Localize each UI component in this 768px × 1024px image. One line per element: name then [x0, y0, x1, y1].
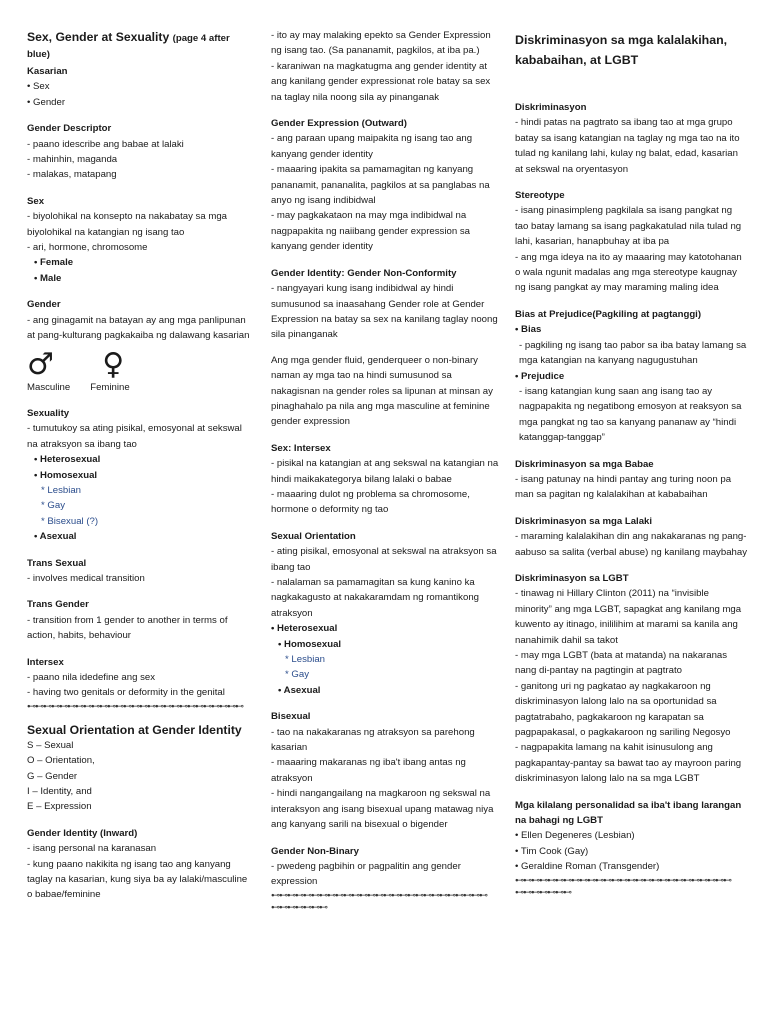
lgbt-heading: Diskriminasyon sa LGBT — [515, 572, 629, 584]
text-line: - paano nila idedefine ang sex — [27, 672, 156, 683]
separator: ⊷⊷⊷⊷⊷⊷⊷⊷⊷⊷⊷⊷⊷⊷⊷⊷⊷⊷⊷⊷⊷⊷⊷⊷⊷⊷⊷ — [27, 701, 243, 712]
masculine-symbol — [27, 346, 71, 395]
text-line: - nalalaman sa pamamagitan sa kung kanino ka nagkakagusto at nakakaramdam ng romantikong atraksyon — [271, 577, 479, 619]
text-line: - malakas, matapang — [27, 169, 117, 181]
text-line: - may pagkakataon na may mga indibidwal na nagpapakita ng naiibang gender expression sa kanyang gender identity — [271, 210, 470, 253]
text-line: - ating pisikal, emosyonal at sekswal na atraksyon sa ibang tao — [271, 546, 497, 573]
column-2 — [271, 28, 501, 914]
babae-heading: Diskriminasyon sa mga Babae — [515, 458, 654, 470]
text-line: - transition from 1 gender to another in terms of action, habits, behaviour — [27, 614, 228, 642]
text-line: - tumutukoy sa ating pisikal, emosyonal at sekswal na atraksyon sa ibang tao — [27, 423, 242, 450]
separator: ⊷⊷⊷⊷⊷⊷⊷ — [271, 902, 327, 913]
sub-item: * Lesbian — [285, 654, 326, 666]
text-line: - maraming kalalakihan din ang nakakaranas ng pang-aabuso sa salita (verbal abuse) ng kanilang maybahay — [515, 531, 747, 558]
text-line: - mahinhin, maganda — [27, 154, 118, 166]
text-line: - ang ginagamit na batayan ay ang mga panlipunan at pang-kulturang pagkakaiba ng dalawang kasarian — [27, 314, 250, 342]
symbol-label: Masculine — [27, 381, 71, 393]
text-line: - isang katangian kung saan ang isang tao ay nagpapakita ng negatibong emosyon at reaksyon sa mga pangkat ng tao sa kanyang pananaw ay “hindi katanggap-tanggap” — [519, 385, 742, 444]
text-line: I – Identity, and — [27, 786, 92, 798]
descriptor-heading: Gender Descriptor — [27, 123, 112, 135]
transsexual-heading: Trans Sexual — [27, 557, 87, 569]
list-item: • Sex — [27, 79, 252, 94]
personalities-heading: Mga kilalang personalidad sa iba't ibang larangan na bahagi ng LGBT — [515, 799, 742, 827]
section-title: Sex, Gender at Sexuality (page 4 after blue) — [27, 30, 230, 60]
kasarian-heading: Kasarian — [27, 66, 68, 77]
sub-item: * Bisexual (?) — [41, 515, 99, 527]
text-line: S – Sexual — [27, 739, 74, 751]
text-line: - ganitong uri ng pagkatao ay nagkakaroon ng diskriminasyon lalong lalo na sa oportunidad sa pagtatrabaho, pagkakaroon ng karapatan sa pagpapakasal, o pagkakaroon ng sariling Negosyo — [515, 680, 731, 739]
text-line: - maaaring ipakita sa pamamagitan ng kanyang pananamit, pananalita, pagkilos at sa panglabas na anyo ng isang indibidwal — [271, 164, 490, 207]
bisexual-heading: Bisexual — [271, 711, 311, 723]
text-line: - karaniwan na magkatugma ang gender identity at ang kanilang gender expressionat role batay sa sex na taglay nila noong sila ay pinanganak — [271, 60, 491, 103]
list-item: • Male — [27, 271, 252, 286]
nonbinary-heading: Gender Non-Binary — [271, 845, 359, 857]
text-line: - pagkiling ng isang tao pabor sa iba batay lamang sa mga katangian na kanyang nagugustuhan — [519, 339, 747, 367]
column-3 — [515, 30, 747, 899]
text-line: - may mga LGBT (bata at matanda) na nakaranas nang di-pantay na pagtingin at pagtrato — [515, 650, 728, 677]
orientation-heading: Sexual Orientation — [271, 530, 356, 542]
list-item: • Asexual — [271, 683, 501, 698]
text-line: - paano idescribe ang babae at lalaki — [27, 138, 184, 150]
text-line: - maaaring dulot ng problema sa chromosome, hormone o deformity ng tao — [271, 488, 470, 516]
list-item: • Gender — [27, 95, 252, 110]
lalaki-heading: Diskriminasyon sa mga Lalaki — [515, 515, 653, 527]
text-line: - tao na nakakaranas ng atraksyon sa parehong kasarian — [271, 726, 475, 754]
stereotype-heading: Stereotype — [515, 190, 565, 202]
text-line: - nangyayari kung isang indibidwal ay hindi sumusunod sa inaasahang Gender role at Gender Expression na batay sa sex na kanilang taglay noong sila pinanganak — [271, 283, 498, 341]
section-title: Diskriminasyon sa mga kalalakihan, kababaihan, at LGBT — [515, 33, 728, 67]
column-1 — [27, 30, 252, 903]
list-item: • Bias — [515, 322, 747, 337]
sub-item: * Gay — [41, 500, 65, 512]
text-line: - biyolohikal na konsepto na nakabatay sa mga biyolohikal na katangian ng isang tao — [27, 211, 227, 238]
text-line: - isang patunay na hindi pantay ang turing noon pa man sa pagitan ng kalalakihan at kababaihan — [515, 473, 732, 501]
nonconformity-heading: Gender Identity: Gender Non-Conformity — [271, 267, 457, 279]
sogie-heading: Sexual Orientation at Gender Identity — [27, 722, 242, 737]
text-line: - pwedeng pagbihin or pagpalitin ang gender expression — [271, 860, 461, 888]
list-item: • Geraldine Roman (Transgender) — [515, 859, 747, 874]
list-item: • Homosexual — [27, 468, 252, 483]
gender-heading: Gender — [27, 299, 61, 311]
separator: ⊷⊷⊷⊷⊷⊷⊷ — [515, 887, 571, 898]
sex-intersex-heading: Sex: Intersex — [271, 442, 331, 454]
identity-heading: Gender Identity (Inward) — [27, 827, 138, 839]
paragraph: Ang mga gender fluid, genderqueer o non-binary naman ay mga tao na hindi sumusunod sa nakagisnan na gender roles sa lipunan at minsan ay pinaghahalo pa nila ang mga masculine at feminine gender expression — [271, 354, 493, 428]
text-line: E – Expression — [27, 801, 92, 813]
sub-item: * Lesbian — [41, 484, 82, 496]
text-line: - ari, hormone, chromosome — [27, 242, 148, 254]
list-item: • Heterosexual — [271, 621, 501, 636]
transgender-heading: Trans Gender — [27, 599, 89, 611]
feminine-symbol — [86, 346, 130, 395]
male-symbol-icon: ♂ — [27, 346, 54, 382]
text-line: - tinawag ni Hillary Clinton (2011) na “invisible minority” ang mga LGBT, sapagkat ang kanilang mga kuwento ay itinago, inililihim at marami sa kanila ang nanahimik dahil sa takot — [515, 588, 742, 646]
separator: ⊷⊷⊷⊷⊷⊷⊷⊷⊷⊷⊷⊷⊷⊷⊷⊷⊷⊷⊷⊷⊷⊷⊷⊷⊷⊷⊷ — [271, 890, 487, 901]
text-line: - nagpapakita lamang na kahit isinusulong ang pagkapantay-pantay sa bawat tao ay mayroon paring diskriminasyon lalong lalo na sa mga LGBT — [515, 742, 742, 785]
text-line: - ito ay may malaking epekto sa Gender Expression ng isang tao. (Sa pananamit, pagkilos, at iba pa.) — [271, 30, 491, 57]
diskriminasyon-heading: Diskriminasyon — [515, 102, 587, 113]
sex-heading: Sex — [27, 195, 45, 207]
text-line: - kung paano nakikita ng isang tao ang kanyang taglay na kasarian, kung siya ba ay lalaki/masculine o babae/feminine — [27, 858, 248, 901]
text-line: - isang personal na karanasan — [27, 843, 157, 855]
text-line: - involves medical transition — [27, 572, 145, 584]
list-item: • Prejudice — [515, 369, 747, 384]
text-line: - isang pinasimpleng pagkilala sa isang pangkat ng tao batay lamang sa isang pagkakatulad nila tulad ng lahi, kasarian, hanapbuhay at iba pa — [515, 205, 742, 248]
text-line: - ang mga ideya na ito ay maaaring may katotohanan o wala ngunit madalas ang mga stereotype kaugnay ng isang pangkat ay may maraming maling idea — [515, 251, 742, 294]
intersex-heading: Intersex — [27, 656, 64, 668]
text-line: - hindi patas na pagtrato sa ibang tao at mga grupo batay sa isang katangian na taglay ng mga tao na ito tulad ng kanilang lahi, kulay ng balat, edad, kasarian at sekswal na oryentasyon — [515, 117, 740, 175]
list-item: • Tim Cook (Gay) — [515, 844, 747, 859]
female-symbol-icon: ♀ — [102, 346, 125, 382]
list-item: • Asexual — [27, 529, 252, 544]
text-line: - pisikal na katangian at ang sekswal na katangian na hindi maikakategorya bilang lalaki o babae — [271, 458, 499, 485]
text-line: - hindi nangangailang na magkaroon ng sekswal na interaksyon ang isang bisexual upang matawag niya ang kanyang sarili na bisexual o bigender — [271, 788, 494, 831]
symbol-label: Feminine — [90, 381, 130, 393]
text-line: - ang paraan upang maipakita ng isang tao ang kanyang gender identity — [271, 133, 473, 160]
list-item: • Ellen Degeneres (Lesbian) — [515, 828, 747, 843]
text-line: O – Orientation, — [27, 755, 95, 767]
list-item: • Heterosexual — [27, 452, 252, 467]
separator: ⊷⊷⊷⊷⊷⊷⊷⊷⊷⊷⊷⊷⊷⊷⊷⊷⊷⊷⊷⊷⊷⊷⊷⊷⊷⊷⊷ — [515, 875, 731, 886]
sexuality-heading: Sexuality — [27, 407, 70, 419]
text-line: - having two genitals or deformity in the genital — [27, 687, 225, 699]
list-item: • Homosexual — [271, 637, 501, 652]
bias-heading: Bias at Prejudice(Pagkiling at pagtanggi) — [515, 308, 702, 320]
expression-heading: Gender Expression (Outward) — [271, 118, 407, 130]
text-line: G – Gender — [27, 770, 78, 782]
gender-symbols — [27, 346, 252, 395]
sub-item: * Gay — [285, 669, 309, 681]
text-line: - maaaring makaranas ng iba't ibang antas ng atraksyon — [271, 757, 466, 784]
list-item: • Female — [27, 255, 252, 270]
